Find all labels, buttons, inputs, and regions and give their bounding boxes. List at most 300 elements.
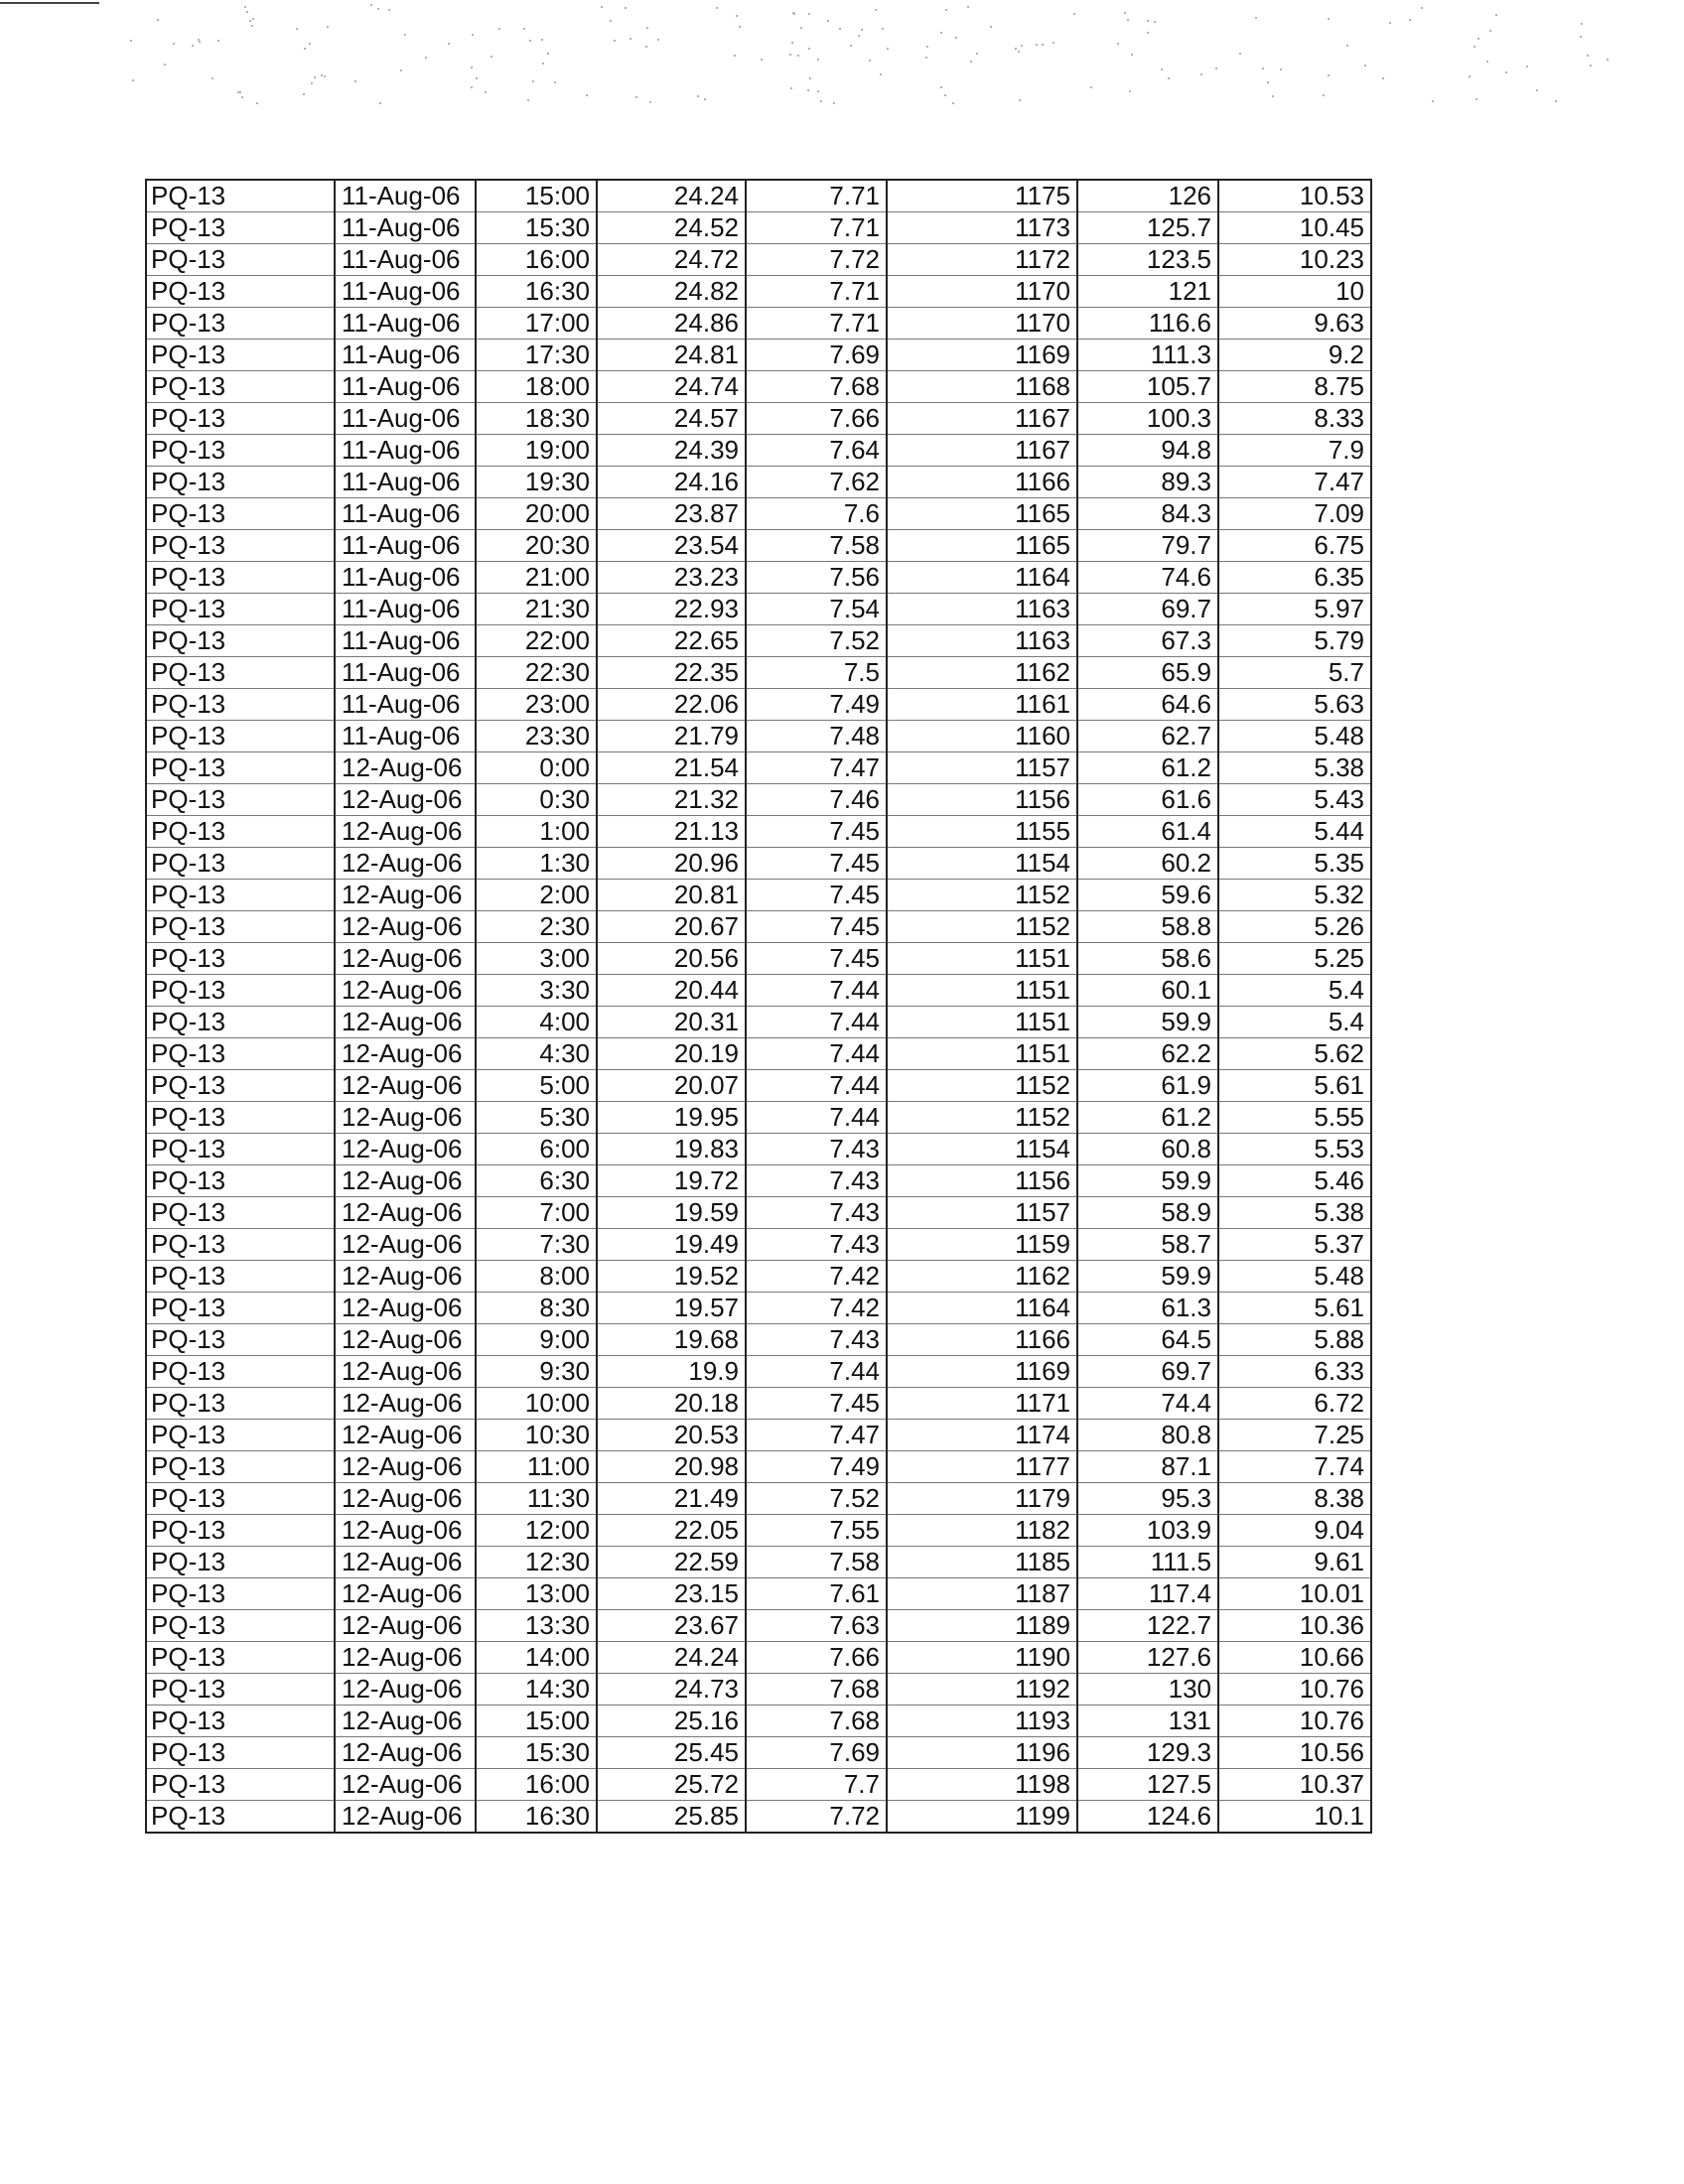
date-cell: 11-Aug-06	[335, 403, 476, 435]
scan-speckle	[875, 9, 877, 11]
site-cell: PQ-13	[146, 943, 335, 975]
scan-speckle	[157, 19, 159, 21]
conductivity-cell: 1190	[887, 1642, 1077, 1674]
ph-cell: 7.43	[746, 1229, 887, 1261]
scan-speckle	[554, 81, 556, 83]
time-cell: 13:00	[476, 1578, 597, 1610]
date-cell: 12-Aug-06	[335, 1420, 476, 1451]
scan-speckle	[646, 27, 648, 29]
ph-cell: 7.43	[746, 1197, 887, 1229]
table-row	[146, 435, 1371, 467]
scan-speckle	[1477, 38, 1479, 40]
table-row	[146, 1769, 1371, 1801]
conductivity-cell: 1169	[887, 340, 1077, 371]
conductivity-cell: 1167	[887, 403, 1077, 435]
time-cell: 8:30	[476, 1293, 597, 1324]
scan-speckle	[173, 43, 175, 45]
conductivity-cell: 1156	[887, 784, 1077, 816]
scan-speckle	[850, 45, 852, 47]
date-cell: 12-Aug-06	[335, 1610, 476, 1642]
site-cell: PQ-13	[146, 498, 335, 530]
temperature-cell: 23.87	[597, 498, 746, 530]
date-cell: 12-Aug-06	[335, 1324, 476, 1356]
site-cell: PQ-13	[146, 1578, 335, 1610]
ph-cell: 7.69	[746, 340, 887, 371]
scan-speckle	[880, 73, 882, 75]
date-cell: 12-Aug-06	[335, 975, 476, 1007]
temperature-cell: 22.06	[597, 689, 746, 721]
scan-speckle	[1587, 55, 1589, 57]
scan-speckle	[324, 75, 326, 77]
conductivity-cell: 1169	[887, 1356, 1077, 1388]
col-7-cell: 59.6	[1077, 880, 1218, 911]
date-cell: 11-Aug-06	[335, 180, 476, 212]
temperature-cell: 19.52	[597, 1261, 746, 1293]
scan-speckle	[1323, 94, 1325, 96]
ph-cell: 7.71	[746, 212, 887, 244]
date-cell: 12-Aug-06	[335, 1388, 476, 1420]
col-7-cell: 111.3	[1077, 340, 1218, 371]
table-row	[146, 943, 1371, 975]
col-7-cell: 67.3	[1077, 625, 1218, 657]
site-cell: PQ-13	[146, 1229, 335, 1261]
date-cell: 11-Aug-06	[335, 212, 476, 244]
scan-speckle	[1267, 81, 1269, 83]
table-row	[146, 244, 1371, 276]
table-row	[146, 1642, 1371, 1674]
temperature-cell: 24.24	[597, 1642, 746, 1674]
scan-speckle	[1272, 95, 1274, 97]
temperature-cell: 22.05	[597, 1515, 746, 1547]
col-7-cell: 58.9	[1077, 1197, 1218, 1229]
site-cell: PQ-13	[146, 180, 335, 212]
temperature-cell: 23.54	[597, 530, 746, 562]
site-cell: PQ-13	[146, 1547, 335, 1578]
col-8-cell: 5.37	[1218, 1229, 1371, 1261]
col-8-cell: 7.25	[1218, 1420, 1371, 1451]
date-cell: 12-Aug-06	[335, 1769, 476, 1801]
site-cell: PQ-13	[146, 1388, 335, 1420]
time-cell: 15:00	[476, 180, 597, 212]
site-cell: PQ-13	[146, 1134, 335, 1165]
temperature-cell: 22.65	[597, 625, 746, 657]
table-row	[146, 689, 1371, 721]
date-cell: 12-Aug-06	[335, 1578, 476, 1610]
ph-cell: 7.44	[746, 1070, 887, 1102]
scan-speckle	[820, 100, 822, 102]
scan-speckle	[1328, 74, 1330, 76]
date-cell: 12-Aug-06	[335, 1197, 476, 1229]
scan-speckle	[869, 60, 871, 62]
temperature-cell: 24.82	[597, 276, 746, 308]
scan-speckle	[252, 18, 254, 20]
date-cell: 12-Aug-06	[335, 911, 476, 943]
temperature-cell: 24.16	[597, 467, 746, 498]
date-cell: 12-Aug-06	[335, 1293, 476, 1324]
col-8-cell: 6.35	[1218, 562, 1371, 594]
scan-speckle	[1489, 30, 1491, 32]
ph-cell: 7.44	[746, 1007, 887, 1038]
col-8-cell: 5.63	[1218, 689, 1371, 721]
site-cell: PQ-13	[146, 1261, 335, 1293]
scan-speckle	[657, 39, 659, 41]
temperature-cell: 24.57	[597, 403, 746, 435]
table-row	[146, 911, 1371, 943]
date-cell: 12-Aug-06	[335, 1801, 476, 1834]
temperature-cell: 24.39	[597, 435, 746, 467]
conductivity-cell: 1152	[887, 880, 1077, 911]
conductivity-cell: 1152	[887, 1070, 1077, 1102]
ph-cell: 7.71	[746, 308, 887, 340]
table-row	[146, 403, 1371, 435]
col-8-cell: 5.97	[1218, 594, 1371, 625]
col-7-cell: 58.6	[1077, 943, 1218, 975]
table-row	[146, 1007, 1371, 1038]
ph-cell: 7.66	[746, 1642, 887, 1674]
scan-speckle	[940, 86, 942, 88]
col-7-cell: 60.8	[1077, 1134, 1218, 1165]
ph-cell: 7.63	[746, 1610, 887, 1642]
time-cell: 4:30	[476, 1038, 597, 1070]
site-cell: PQ-13	[146, 1674, 335, 1706]
conductivity-cell: 1170	[887, 276, 1077, 308]
ph-cell: 7.68	[746, 1674, 887, 1706]
scan-speckle	[476, 77, 478, 79]
table-row	[146, 848, 1371, 880]
col-7-cell: 121	[1077, 276, 1218, 308]
site-cell: PQ-13	[146, 371, 335, 403]
date-cell: 12-Aug-06	[335, 1261, 476, 1293]
conductivity-cell: 1152	[887, 1102, 1077, 1134]
time-cell: 13:30	[476, 1610, 597, 1642]
col-7-cell: 59.9	[1077, 1007, 1218, 1038]
scan-speckle	[882, 28, 884, 30]
scan-speckle	[249, 20, 251, 22]
ph-cell: 7.45	[746, 911, 887, 943]
col-8-cell: 5.79	[1218, 625, 1371, 657]
date-cell: 12-Aug-06	[335, 1483, 476, 1515]
date-cell: 12-Aug-06	[335, 1737, 476, 1769]
scan-speckle	[1486, 61, 1488, 63]
scan-speckle	[425, 57, 427, 59]
scan-speckle	[827, 20, 829, 22]
site-cell: PQ-13	[146, 244, 335, 276]
col-8-cell: 5.44	[1218, 816, 1371, 848]
col-7-cell: 79.7	[1077, 530, 1218, 562]
conductivity-cell: 1162	[887, 1261, 1077, 1293]
scan-speckle	[1555, 100, 1557, 102]
scan-speckle	[523, 28, 525, 30]
temperature-cell: 22.35	[597, 657, 746, 689]
conductivity-cell: 1189	[887, 1610, 1077, 1642]
scan-speckle	[1581, 23, 1583, 25]
col-8-cell: 10.37	[1218, 1769, 1371, 1801]
col-8-cell: 10.01	[1218, 1578, 1371, 1610]
ph-cell: 7.44	[746, 975, 887, 1007]
site-cell: PQ-13	[146, 1293, 335, 1324]
scan-speckle	[448, 43, 450, 45]
col-8-cell: 10.56	[1218, 1737, 1371, 1769]
col-8-cell: 6.75	[1218, 530, 1371, 562]
scan-speckle	[1021, 45, 1023, 47]
site-cell: PQ-13	[146, 1007, 335, 1038]
ph-cell: 7.72	[746, 1801, 887, 1834]
scan-speckle	[1474, 46, 1475, 48]
scan-speckle	[532, 80, 534, 82]
site-cell: PQ-13	[146, 1420, 335, 1451]
col-8-cell: 5.61	[1218, 1070, 1371, 1102]
scan-speckle	[1255, 17, 1257, 19]
temperature-cell: 25.45	[597, 1737, 746, 1769]
table-row	[146, 1229, 1371, 1261]
scan-speckle	[1127, 19, 1129, 21]
temperature-cell: 20.44	[597, 975, 746, 1007]
temperature-cell: 25.16	[597, 1706, 746, 1737]
table-row	[146, 1578, 1371, 1610]
scan-speckle	[164, 64, 166, 66]
table-row	[146, 594, 1371, 625]
col-7-cell: 61.4	[1077, 816, 1218, 848]
scan-speckle	[1526, 66, 1528, 68]
col-7-cell: 105.7	[1077, 371, 1218, 403]
col-8-cell: 5.61	[1218, 1293, 1371, 1324]
ph-cell: 7.45	[746, 1388, 887, 1420]
scan-speckle	[586, 94, 588, 96]
col-8-cell: 7.09	[1218, 498, 1371, 530]
col-8-cell: 5.88	[1218, 1324, 1371, 1356]
temperature-cell: 19.72	[597, 1165, 746, 1197]
ph-cell: 7.45	[746, 943, 887, 975]
conductivity-cell: 1199	[887, 1801, 1077, 1834]
site-cell: PQ-13	[146, 625, 335, 657]
col-8-cell: 7.74	[1218, 1451, 1371, 1483]
conductivity-cell: 1165	[887, 530, 1077, 562]
scan-speckle	[491, 56, 492, 58]
col-7-cell: 59.9	[1077, 1261, 1218, 1293]
col-8-cell: 10.1	[1218, 1801, 1371, 1834]
conductivity-cell: 1157	[887, 752, 1077, 784]
time-cell: 21:00	[476, 562, 597, 594]
site-cell: PQ-13	[146, 1706, 335, 1737]
scan-speckle	[400, 69, 402, 71]
col-7-cell: 95.3	[1077, 1483, 1218, 1515]
date-cell: 11-Aug-06	[335, 530, 476, 562]
ph-cell: 7.68	[746, 371, 887, 403]
table-row	[146, 1674, 1371, 1706]
temperature-cell: 20.96	[597, 848, 746, 880]
conductivity-cell: 1161	[887, 689, 1077, 721]
table-row	[146, 657, 1371, 689]
site-cell: PQ-13	[146, 1515, 335, 1547]
scan-speckle	[797, 55, 799, 57]
scan-speckle	[132, 79, 134, 81]
scan-speckle	[736, 15, 738, 17]
date-cell: 12-Aug-06	[335, 1642, 476, 1674]
table-row	[146, 721, 1371, 752]
conductivity-cell: 1159	[887, 1229, 1077, 1261]
date-cell: 11-Aug-06	[335, 625, 476, 657]
date-cell: 11-Aug-06	[335, 435, 476, 467]
temperature-cell: 20.67	[597, 911, 746, 943]
col-7-cell: 62.2	[1077, 1038, 1218, 1070]
col-7-cell: 94.8	[1077, 435, 1218, 467]
date-cell: 11-Aug-06	[335, 562, 476, 594]
time-cell: 5:30	[476, 1102, 597, 1134]
col-7-cell: 64.5	[1077, 1324, 1218, 1356]
col-8-cell: 5.48	[1218, 721, 1371, 752]
time-cell: 12:30	[476, 1547, 597, 1578]
temperature-cell: 19.95	[597, 1102, 746, 1134]
time-cell: 18:00	[476, 371, 597, 403]
conductivity-cell: 1164	[887, 1293, 1077, 1324]
conductivity-cell: 1170	[887, 308, 1077, 340]
scan-speckle	[1262, 68, 1264, 69]
scan-speckle	[817, 90, 819, 92]
table-row	[146, 880, 1371, 911]
ph-cell: 7.49	[746, 1451, 887, 1483]
col-7-cell: 58.7	[1077, 1229, 1218, 1261]
time-cell: 10:30	[476, 1420, 597, 1451]
col-8-cell: 7.9	[1218, 435, 1371, 467]
col-7-cell: 80.8	[1077, 1420, 1218, 1451]
table-row	[146, 1483, 1371, 1515]
date-cell: 11-Aug-06	[335, 308, 476, 340]
date-cell: 12-Aug-06	[335, 943, 476, 975]
scan-speckle	[761, 59, 763, 61]
col-8-cell: 10.76	[1218, 1706, 1371, 1737]
conductivity-cell: 1167	[887, 435, 1077, 467]
scan-speckle	[199, 41, 201, 43]
col-8-cell: 8.33	[1218, 403, 1371, 435]
temperature-cell: 21.54	[597, 752, 746, 784]
scan-speckle	[649, 101, 651, 103]
time-cell: 7:30	[476, 1229, 597, 1261]
scan-speckle	[861, 29, 863, 31]
ph-cell: 7.48	[746, 721, 887, 752]
col-8-cell: 5.4	[1218, 975, 1371, 1007]
ph-cell: 7.58	[746, 1547, 887, 1578]
conductivity-cell: 1198	[887, 1769, 1077, 1801]
time-cell: 8:00	[476, 1261, 597, 1293]
date-cell: 11-Aug-06	[335, 721, 476, 752]
ph-cell: 7.42	[746, 1261, 887, 1293]
table-row	[146, 1388, 1371, 1420]
scan-speckle	[498, 28, 500, 30]
col-7-cell: 60.2	[1077, 848, 1218, 880]
scan-speckle	[251, 25, 253, 27]
table-row	[146, 1547, 1371, 1578]
ph-cell: 7.42	[746, 1293, 887, 1324]
ph-cell: 7.61	[746, 1578, 887, 1610]
conductivity-cell: 1174	[887, 1420, 1077, 1451]
temperature-cell: 19.57	[597, 1293, 746, 1324]
ph-cell: 7.6	[746, 498, 887, 530]
site-cell: PQ-13	[146, 1769, 335, 1801]
date-cell: 12-Aug-06	[335, 816, 476, 848]
col-7-cell: 61.2	[1077, 1102, 1218, 1134]
scan-speckle	[1536, 89, 1538, 91]
site-cell: PQ-13	[146, 848, 335, 880]
time-cell: 7:00	[476, 1197, 597, 1229]
ph-cell: 7.72	[746, 244, 887, 276]
col-7-cell: 61.9	[1077, 1070, 1218, 1102]
date-cell: 11-Aug-06	[335, 594, 476, 625]
table-row	[146, 340, 1371, 371]
time-cell: 14:00	[476, 1642, 597, 1674]
site-cell: PQ-13	[146, 689, 335, 721]
scan-speckle	[303, 93, 305, 95]
date-cell: 11-Aug-06	[335, 657, 476, 689]
col-7-cell: 64.6	[1077, 689, 1218, 721]
temperature-cell: 21.79	[597, 721, 746, 752]
date-cell: 12-Aug-06	[335, 1038, 476, 1070]
table-row	[146, 1451, 1371, 1483]
scan-speckle	[601, 6, 603, 8]
temperature-cell: 20.98	[597, 1451, 746, 1483]
date-cell: 12-Aug-06	[335, 1706, 476, 1737]
scan-speckle	[471, 67, 473, 68]
conductivity-cell: 1163	[887, 594, 1077, 625]
ph-cell: 7.44	[746, 1102, 887, 1134]
scan-speckle	[541, 39, 543, 41]
time-cell: 19:00	[476, 435, 597, 467]
site-cell: PQ-13	[146, 784, 335, 816]
time-cell: 2:00	[476, 880, 597, 911]
col-8-cell: 7.47	[1218, 467, 1371, 498]
scan-speckle	[630, 38, 632, 40]
time-cell: 18:30	[476, 403, 597, 435]
site-cell: PQ-13	[146, 1197, 335, 1229]
scan-speckle	[130, 40, 132, 42]
col-8-cell: 9.2	[1218, 340, 1371, 371]
date-cell: 12-Aug-06	[335, 1007, 476, 1038]
col-8-cell: 8.38	[1218, 1483, 1371, 1515]
table-row	[146, 371, 1371, 403]
col-7-cell: 89.3	[1077, 467, 1218, 498]
scan-speckle	[952, 102, 954, 104]
table-row	[146, 180, 1371, 212]
scan-speckle	[1346, 45, 1348, 47]
date-cell: 12-Aug-06	[335, 1134, 476, 1165]
scan-speckle	[1042, 44, 1044, 46]
date-cell: 12-Aug-06	[335, 1070, 476, 1102]
time-cell: 21:30	[476, 594, 597, 625]
scan-speckle	[1505, 71, 1507, 73]
scan-speckle	[716, 7, 718, 9]
ph-cell: 7.71	[746, 180, 887, 212]
table-body	[146, 180, 1371, 1833]
date-cell: 12-Aug-06	[335, 784, 476, 816]
time-cell: 3:30	[476, 975, 597, 1007]
date-cell: 11-Aug-06	[335, 467, 476, 498]
scan-artifact-line	[0, 2, 99, 4]
scan-speckle	[645, 46, 647, 48]
ph-cell: 7.64	[746, 435, 887, 467]
scan-speckle	[1090, 86, 1092, 88]
col-8-cell: 9.61	[1218, 1547, 1371, 1578]
temperature-cell: 20.07	[597, 1070, 746, 1102]
scan-speckle	[808, 13, 810, 15]
temperature-cell: 20.53	[597, 1420, 746, 1451]
site-cell: PQ-13	[146, 530, 335, 562]
table-row	[146, 784, 1371, 816]
scan-speckle	[471, 86, 473, 88]
time-cell: 22:30	[476, 657, 597, 689]
col-7-cell: 87.1	[1077, 1451, 1218, 1483]
col-7-cell: 117.4	[1077, 1578, 1218, 1610]
date-cell: 12-Aug-06	[335, 1674, 476, 1706]
scan-speckle	[697, 95, 699, 97]
